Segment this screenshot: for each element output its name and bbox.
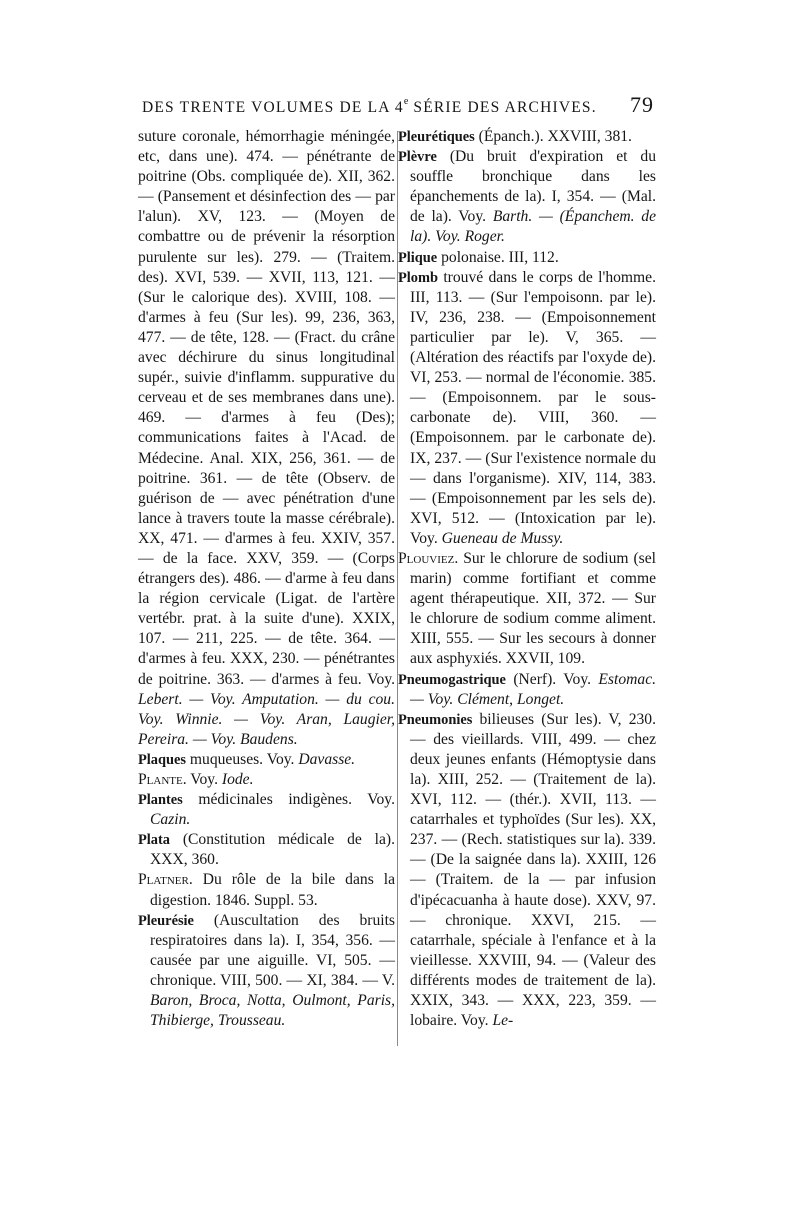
running-head-text-end: SÉRIE DES ARCHIVES. [408,99,597,116]
entry-text: muqueuses. Voy. [189,750,295,768]
entry-references: Gueneau de Mussy. [441,529,564,547]
entry-headword: Pneumogastrique [398,671,506,688]
entry-text: (Constitution médicale de la). XXX, 360. [150,831,395,869]
index-entry [138,870,395,910]
index-entry [398,248,656,268]
entry-headword: Pleurésie [138,912,194,929]
index-entry [398,268,656,549]
entry-headword: Pneumonies [398,711,473,728]
entry-headword: Platner. [138,871,193,889]
entry-text: médicinales indigènes. Voy. [198,791,395,809]
entry-text: trouvé dans le corps de l'homme. III, 113. — (Sur l'empoisonn. par le). IV, 236, 238. — (Empoisonnement particulier par le). V, 365. — (Altération des réactifs par l'oxyde de). VI, 253. — normal de l'économie. 385. — (Empoisonnem. par le sous-carbonate de). VIII, 360. — (Empoisonnem. par le carbonate de). IX, 237. — (Sur l'existence normale du — dans l'organisme). XIV, 114, 383. — (Empoisonnement par les sels de). XVI, 512. — (Intoxication par le). Voy. [410,268,656,547]
entry-headword: Plique [398,249,438,266]
entry-references: Barth. — (Épanchem. de la). Voy. Roger. [410,208,657,246]
entry-headword: Plantes [138,792,183,809]
running-head-superscript: e [403,96,409,107]
entry-headword: Plaques [138,751,186,768]
index-entry [138,750,395,770]
entry-references: Le- [492,1012,514,1030]
entry-references: Baron, Broca, Notta, Oulmont, Paris, Thibierge, Trousseau. [150,992,395,1030]
index-entry [398,127,656,147]
running-head [142,96,597,117]
entry-text: (Du bruit d'expiration et du souffle bronchique dans les épanchements de la). I, 354. — (Mal. de la). Voy. [410,148,656,226]
index-column-left [138,127,395,1031]
entry-text: polonaise. III, 112. [441,248,559,266]
entry-text: (Auscultation des bruits respiratoires dans la). I, 354, 356. — causée par une aiguille. VI, 505. — chronique. VIII, 500. — XI, 384. — V. [150,911,395,989]
entry-headword: Plouviez. [398,549,459,567]
entry-text: (Nerf). Voy. [513,670,592,688]
entry-references: Cazin. [150,811,191,829]
index-entry [398,549,656,670]
index-entry [398,670,656,710]
entry-text: Sur le chlorure de sodium (sel marin) comme fortifiant et comme agent thérapeutique. XII, 372. — Sur le chlorure de sodium comme aliment. XIII, 555. — Sur les secours à donner aux asphyxiés. XXVII, 109. [410,549,657,668]
entry-headword: Plata [138,832,170,849]
entry-references: Davasse. [298,750,356,768]
entry-text: Du rôle de la bile dans la digestion. 1846. Suppl. 53. [150,871,395,909]
index-entry [138,770,395,790]
entry-headword: Pleurétiques [398,129,475,145]
index-entry [398,147,656,247]
page-number: 79 [630,92,654,117]
index-column-right [398,127,656,1031]
entry-headword: Plomb [398,269,438,286]
entry-text: (Épanch.). XXVIII, 381. [478,128,632,145]
entry-text: Voy. [190,771,218,788]
index-entry [138,790,395,830]
index-entry [398,710,656,1032]
entry-text: bilieuses (Sur les). V, 230. — des vieillards. VIII, 499. — chez deux jeunes enfants (Hémoptysie dans la). XIII, 252. — (Traitement de la). XVI, 112. — (thér.). XVII, 113. — catarrhales et typhoïdes (Sur les). XX, 237. — (Rech. statistiques sur la). 339. — (De la saignée dans la). XXIII, 126 — (Traitem. de la — par infusion d'ipécacuanha à haute dose). XXV, 97. — chronique. XXVI, 215. — catarrhale, spéciale à l'enfance et à la vieillesse. XXVIII, 94. — (Valeur des différents modes de traitement de la). XXIX, 343. — XXX, 223, 359. — lobaire. Voy. [410,710,657,1030]
entry-references: Estomac. — Voy. Clément, Longet. [410,670,657,708]
entry-headword: Plante. [138,771,187,788]
index-entry [138,127,395,750]
index-entry [138,911,395,1032]
entry-text: suture coronale, hémorrhagie méningée, etc, dans une). 474. — pénétrante de poitrine (Obs. compliquée de). XII, 362. — (Pansement et désinfection des — par l'alun). XV, 123. — (Moyen de combattre ou de prévenir la résorption purulente sur les). 279. — (Traitem. des). XVI, 539. — XVII, 113, 121. — (Sur le calorique des). XVIII, 108. — d'armes à feu (Sur les). 99, 236, 363, 477. — de tête, 128. — (Fract. du crâne avec déchirure du sinus longitudinal supér., suivie d'inflamm. suppurative du cerveau et de ses membranes dans une). 469. — d'armes à feu (Des); communications faites à l'Acad. de Médecine. Anal. XIX, 256, 361. — de poitrine. 361. — de tête (Observ. de guérison de — avec pénétration d'une lance à travers toute la masse cérébrale). XX, 471. — d'armes à feu. XXIV, 357. — de la face. XXV, 359. — (Corps étrangers des). 486. — d'arme à feu dans la région cervicale (Ligat. de l'artère vertébr. prat. à la suite d'une). XXIX, 107. — 211, 225. — de tête. 364. — d'armes à feu. XXX, 230. — pénétrantes de poitrine. 363. — d'armes à feu. Voy. [138,128,395,688]
running-head-text: DES TRENTE VOLUMES DE LA 4 [142,99,404,116]
entry-headword: Plèvre [398,149,437,166]
entry-references: Iode. [221,771,254,788]
page-header [142,92,654,126]
entry-references: Lebert. — Voy. Amputation. — du cou. Voy. Winnie. — Voy. Aran, Laugier, Pereira. — Voy. Baudens. [138,690,395,748]
index-entry [138,830,395,870]
